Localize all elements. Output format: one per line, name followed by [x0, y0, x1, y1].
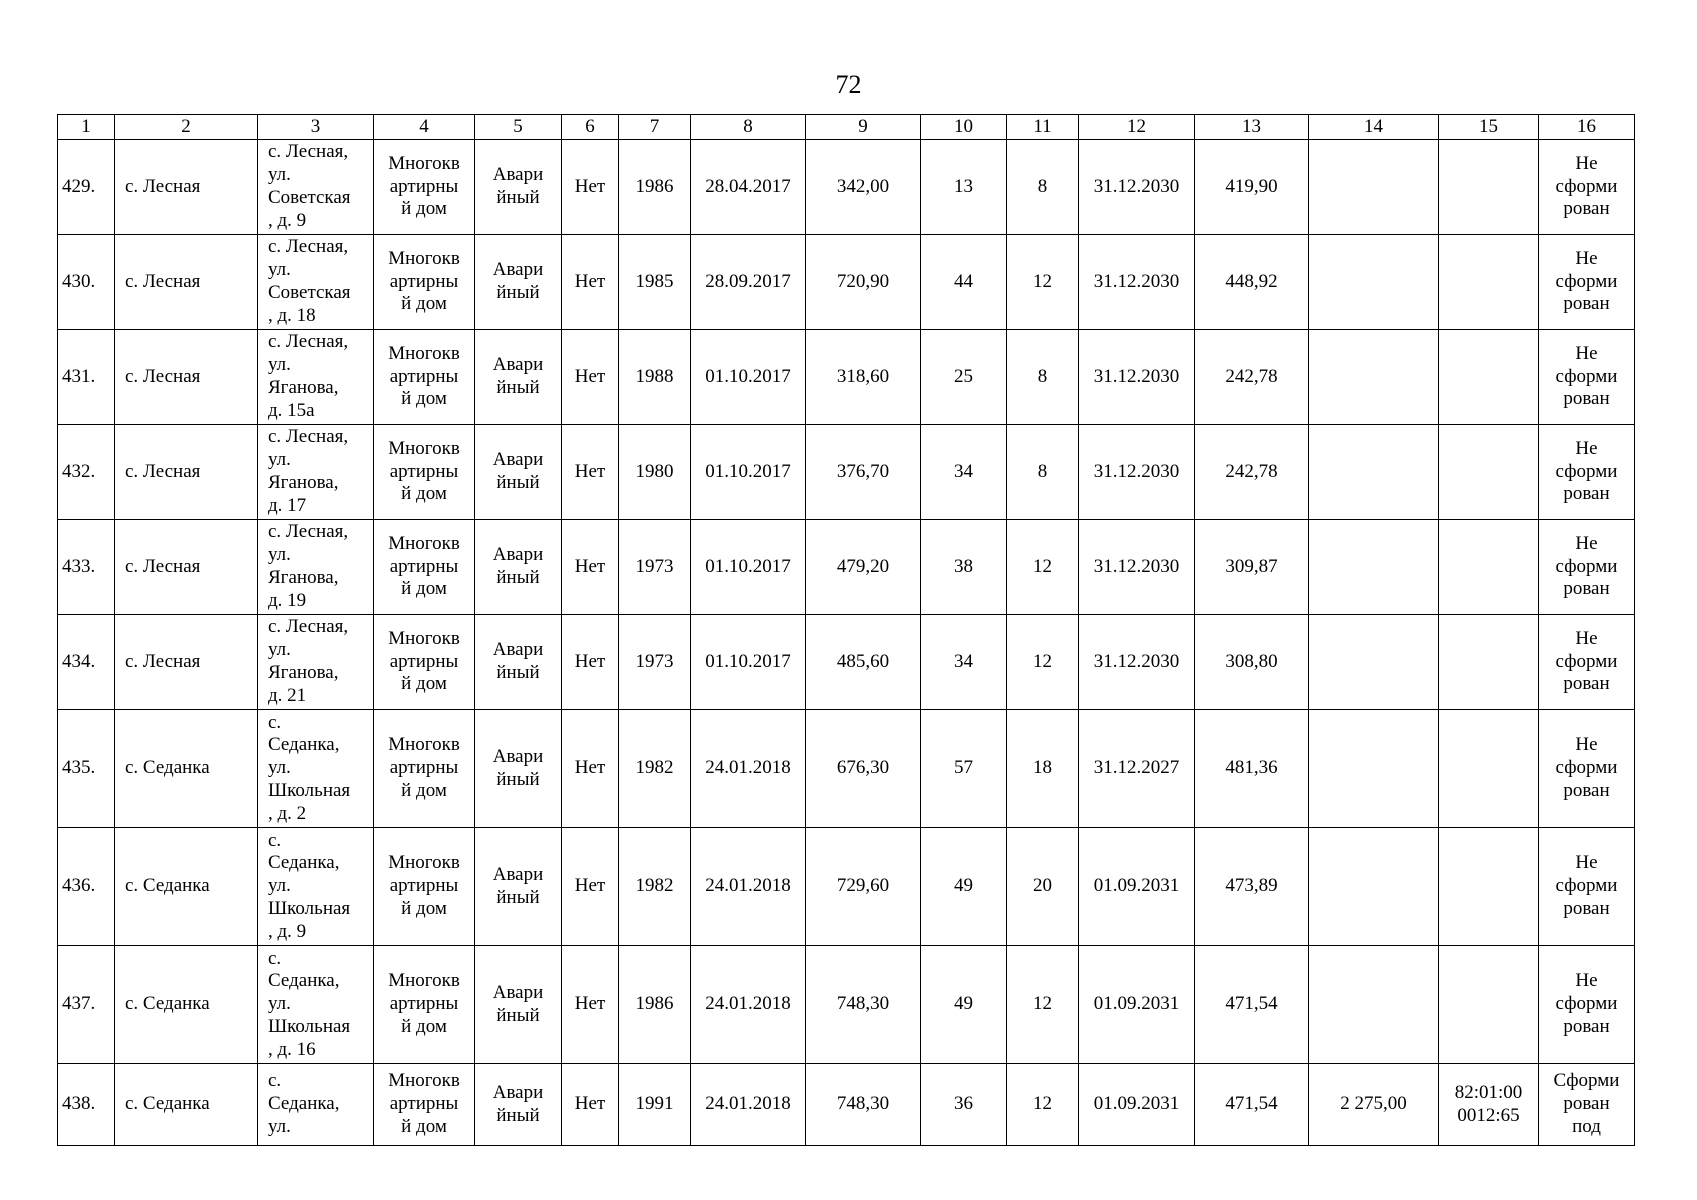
recognition-date-cell: 24.01.2018	[691, 710, 806, 828]
column-number: 12	[1079, 115, 1195, 140]
row-number-cell: 432.	[58, 425, 115, 520]
row-number-cell: 430.	[58, 235, 115, 330]
recognition-date-cell: 01.10.2017	[691, 330, 806, 425]
recognition-date-cell: 01.10.2017	[691, 425, 806, 520]
column-10-cell: 49	[921, 946, 1007, 1064]
column-number: 4	[374, 115, 475, 140]
table-row	[58, 330, 1635, 425]
column-6-cell: Нет	[562, 946, 619, 1064]
building-type-cell: Многокв артирны й дом	[374, 946, 475, 1064]
row-number-cell: 429.	[58, 140, 115, 235]
column-11-cell: 20	[1007, 828, 1079, 946]
condition-cell: Авари йный	[475, 140, 562, 235]
build-year-cell: 1973	[619, 615, 691, 710]
build-year-cell: 1982	[619, 710, 691, 828]
column-10-cell: 49	[921, 828, 1007, 946]
column-13-cell: 242,78	[1195, 330, 1309, 425]
table-row	[58, 140, 1635, 235]
column-number: 14	[1309, 115, 1439, 140]
settlement-cell: с. Лесная	[115, 520, 258, 615]
build-year-cell: 1982	[619, 828, 691, 946]
cadastral-number-cell	[1439, 330, 1539, 425]
area-cell: 729,60	[806, 828, 921, 946]
building-type-cell: Многокв артирны й дом	[374, 1064, 475, 1146]
column-10-cell: 25	[921, 330, 1007, 425]
column-14-cell	[1309, 520, 1439, 615]
cadastral-number-cell	[1439, 425, 1539, 520]
table-row	[58, 828, 1635, 946]
cadastral-number-cell	[1439, 520, 1539, 615]
column-number: 1	[58, 115, 115, 140]
column-10-cell: 34	[921, 425, 1007, 520]
column-11-cell: 12	[1007, 946, 1079, 1064]
building-type-cell: Многокв артирны й дом	[374, 330, 475, 425]
column-number: 9	[806, 115, 921, 140]
building-type-cell: Многокв артирны й дом	[374, 235, 475, 330]
column-10-cell: 13	[921, 140, 1007, 235]
resettlement-deadline-cell: 31.12.2030	[1079, 425, 1195, 520]
condition-cell: Авари йный	[475, 615, 562, 710]
table-row	[58, 1064, 1635, 1146]
column-11-cell: 8	[1007, 140, 1079, 235]
address-cell: с. Седанка, ул.	[258, 1064, 374, 1146]
address-cell: с. Седанка, ул. Школьная , д. 16	[258, 946, 374, 1064]
column-14-cell	[1309, 828, 1439, 946]
column-10-cell: 44	[921, 235, 1007, 330]
cadastral-number-cell: 82:01:00 0012:65	[1439, 1064, 1539, 1146]
row-number-cell: 436.	[58, 828, 115, 946]
column-6-cell: Нет	[562, 520, 619, 615]
cadastral-number-cell	[1439, 140, 1539, 235]
land-plot-status-cell: Сформи рован под	[1539, 1064, 1635, 1146]
land-plot-status-cell: Не сформи рован	[1539, 425, 1635, 520]
cadastral-number-cell	[1439, 615, 1539, 710]
row-number-cell: 435.	[58, 710, 115, 828]
column-number: 16	[1539, 115, 1635, 140]
column-6-cell: Нет	[562, 710, 619, 828]
column-number: 3	[258, 115, 374, 140]
column-14-cell	[1309, 235, 1439, 330]
column-13-cell: 448,92	[1195, 235, 1309, 330]
column-number: 2	[115, 115, 258, 140]
row-number-cell: 437.	[58, 946, 115, 1064]
column-6-cell: Нет	[562, 828, 619, 946]
resettlement-deadline-cell: 31.12.2030	[1079, 235, 1195, 330]
column-10-cell: 36	[921, 1064, 1007, 1146]
resettlement-deadline-cell: 31.12.2030	[1079, 520, 1195, 615]
address-cell: с. Лесная, ул. Советская , д. 9	[258, 140, 374, 235]
land-plot-status-cell: Не сформи рован	[1539, 828, 1635, 946]
build-year-cell: 1980	[619, 425, 691, 520]
settlement-cell: с. Седанка	[115, 828, 258, 946]
resettlement-deadline-cell: 31.12.2030	[1079, 615, 1195, 710]
settlement-cell: с. Лесная	[115, 425, 258, 520]
column-number: 11	[1007, 115, 1079, 140]
column-14-cell	[1309, 330, 1439, 425]
address-cell: с. Лесная, ул. Советская , д. 18	[258, 235, 374, 330]
land-plot-status-cell: Не сформи рован	[1539, 140, 1635, 235]
column-13-cell: 471,54	[1195, 1064, 1309, 1146]
column-10-cell: 38	[921, 520, 1007, 615]
page-number: 72	[835, 70, 862, 99]
build-year-cell: 1973	[619, 520, 691, 615]
resettlement-deadline-cell: 01.09.2031	[1079, 828, 1195, 946]
row-number-cell: 433.	[58, 520, 115, 615]
address-cell: с. Лесная, ул. Яганова, д. 17	[258, 425, 374, 520]
column-6-cell: Нет	[562, 615, 619, 710]
table-body	[58, 115, 1635, 1146]
resettlement-deadline-cell: 01.09.2031	[1079, 946, 1195, 1064]
building-type-cell: Многокв артирны й дом	[374, 425, 475, 520]
settlement-cell: с. Лесная	[115, 235, 258, 330]
table-row	[58, 520, 1635, 615]
column-6-cell: Нет	[562, 140, 619, 235]
build-year-cell: 1986	[619, 946, 691, 1064]
build-year-cell: 1988	[619, 330, 691, 425]
resettlement-deadline-cell: 31.12.2030	[1079, 140, 1195, 235]
housing-registry-table	[57, 114, 1635, 1146]
column-14-cell	[1309, 615, 1439, 710]
cadastral-number-cell	[1439, 946, 1539, 1064]
area-cell: 720,90	[806, 235, 921, 330]
column-14-cell	[1309, 140, 1439, 235]
cadastral-number-cell	[1439, 710, 1539, 828]
column-11-cell: 12	[1007, 520, 1079, 615]
column-13-cell: 419,90	[1195, 140, 1309, 235]
recognition-date-cell: 01.10.2017	[691, 520, 806, 615]
row-number-cell: 434.	[58, 615, 115, 710]
settlement-cell: с. Лесная	[115, 330, 258, 425]
building-type-cell: Многокв артирны й дом	[374, 140, 475, 235]
build-year-cell: 1985	[619, 235, 691, 330]
column-11-cell: 12	[1007, 235, 1079, 330]
column-number: 13	[1195, 115, 1309, 140]
column-number: 7	[619, 115, 691, 140]
recognition-date-cell: 28.09.2017	[691, 235, 806, 330]
column-11-cell: 18	[1007, 710, 1079, 828]
column-number: 5	[475, 115, 562, 140]
resettlement-deadline-cell: 31.12.2030	[1079, 330, 1195, 425]
column-11-cell: 8	[1007, 330, 1079, 425]
area-cell: 485,60	[806, 615, 921, 710]
settlement-cell: с. Седанка	[115, 946, 258, 1064]
build-year-cell: 1986	[619, 140, 691, 235]
column-13-cell: 481,36	[1195, 710, 1309, 828]
column-number: 10	[921, 115, 1007, 140]
area-cell: 342,00	[806, 140, 921, 235]
land-plot-status-cell: Не сформи рован	[1539, 710, 1635, 828]
table-row	[58, 425, 1635, 520]
settlement-cell: с. Седанка	[115, 1064, 258, 1146]
resettlement-deadline-cell: 01.09.2031	[1079, 1064, 1195, 1146]
condition-cell: Авари йный	[475, 520, 562, 615]
area-cell: 748,30	[806, 946, 921, 1064]
area-cell: 376,70	[806, 425, 921, 520]
column-6-cell: Нет	[562, 425, 619, 520]
land-plot-status-cell: Не сформи рован	[1539, 946, 1635, 1064]
cadastral-number-cell	[1439, 235, 1539, 330]
condition-cell: Авари йный	[475, 425, 562, 520]
row-number-cell: 431.	[58, 330, 115, 425]
address-cell: с. Лесная, ул. Яганова, д. 15а	[258, 330, 374, 425]
column-14-cell	[1309, 710, 1439, 828]
column-14-cell	[1309, 425, 1439, 520]
column-11-cell: 12	[1007, 1064, 1079, 1146]
column-13-cell: 309,87	[1195, 520, 1309, 615]
column-14-cell: 2 275,00	[1309, 1064, 1439, 1146]
table-row	[58, 710, 1635, 828]
build-year-cell: 1991	[619, 1064, 691, 1146]
recognition-date-cell: 01.10.2017	[691, 615, 806, 710]
settlement-cell: с. Лесная	[115, 615, 258, 710]
table-row	[58, 615, 1635, 710]
recognition-date-cell: 24.01.2018	[691, 946, 806, 1064]
column-13-cell: 242,78	[1195, 425, 1309, 520]
land-plot-status-cell: Не сформи рован	[1539, 520, 1635, 615]
resettlement-deadline-cell: 31.12.2027	[1079, 710, 1195, 828]
recognition-date-cell: 28.04.2017	[691, 140, 806, 235]
table-row	[58, 946, 1635, 1064]
column-6-cell: Нет	[562, 235, 619, 330]
column-13-cell: 308,80	[1195, 615, 1309, 710]
column-number: 15	[1439, 115, 1539, 140]
recognition-date-cell: 24.01.2018	[691, 828, 806, 946]
recognition-date-cell: 24.01.2018	[691, 1064, 806, 1146]
address-cell: с. Лесная, ул. Яганова, д. 21	[258, 615, 374, 710]
condition-cell: Авари йный	[475, 1064, 562, 1146]
column-11-cell: 12	[1007, 615, 1079, 710]
address-cell: с. Лесная, ул. Яганова, д. 19	[258, 520, 374, 615]
land-plot-status-cell: Не сформи рован	[1539, 615, 1635, 710]
area-cell: 748,30	[806, 1064, 921, 1146]
building-type-cell: Многокв артирны й дом	[374, 710, 475, 828]
cadastral-number-cell	[1439, 828, 1539, 946]
condition-cell: Авари йный	[475, 946, 562, 1064]
column-number-row	[58, 115, 1635, 140]
column-6-cell: Нет	[562, 1064, 619, 1146]
column-number: 6	[562, 115, 619, 140]
address-cell: с. Седанка, ул. Школьная , д. 2	[258, 710, 374, 828]
land-plot-status-cell: Не сформи рован	[1539, 235, 1635, 330]
building-type-cell: Многокв артирны й дом	[374, 828, 475, 946]
condition-cell: Авари йный	[475, 828, 562, 946]
area-cell: 479,20	[806, 520, 921, 615]
land-plot-status-cell: Не сформи рован	[1539, 330, 1635, 425]
column-10-cell: 57	[921, 710, 1007, 828]
area-cell: 676,30	[806, 710, 921, 828]
column-number: 8	[691, 115, 806, 140]
condition-cell: Авари йный	[475, 330, 562, 425]
building-type-cell: Многокв артирны й дом	[374, 520, 475, 615]
column-13-cell: 471,54	[1195, 946, 1309, 1064]
column-6-cell: Нет	[562, 330, 619, 425]
column-10-cell: 34	[921, 615, 1007, 710]
table-row	[58, 235, 1635, 330]
building-type-cell: Многокв артирны й дом	[374, 615, 475, 710]
column-11-cell: 8	[1007, 425, 1079, 520]
condition-cell: Авари йный	[475, 710, 562, 828]
address-cell: с. Седанка, ул. Школьная , д. 9	[258, 828, 374, 946]
settlement-cell: с. Седанка	[115, 710, 258, 828]
column-13-cell: 473,89	[1195, 828, 1309, 946]
row-number-cell: 438.	[58, 1064, 115, 1146]
column-14-cell	[1309, 946, 1439, 1064]
condition-cell: Авари йный	[475, 235, 562, 330]
settlement-cell: с. Лесная	[115, 140, 258, 235]
area-cell: 318,60	[806, 330, 921, 425]
